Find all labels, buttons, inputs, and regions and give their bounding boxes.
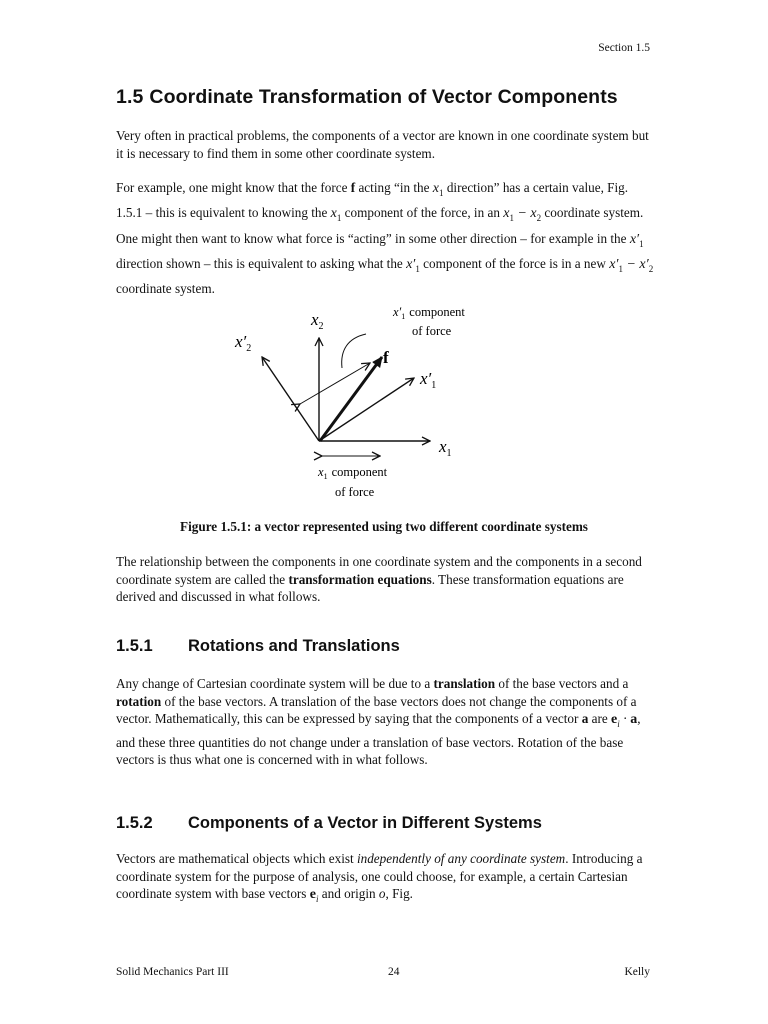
leader-curve xyxy=(342,334,366,368)
section-heading-1-5-2: 1.5.2 Components of a Vector in Different Systems xyxy=(116,814,542,832)
label-x1: $x_1$ xyxy=(439,437,452,459)
paragraph-relationship: The relationship between the components in one coordinate system and the components in a second coordinate system are called the transformation equations. These transformation equations are derived and discussed in what follows. xyxy=(116,554,642,605)
paragraph-rotations: Any change of Cartesian coordinate system will be due to a translation of the base vectors and a rotation of the base vectors. A translation of the base vectors does not change the components of a vector. Mathematically, this can be expressed by saying that the components of a vector a are $e_i \cdot a$, and these three quantities do not change under a translation of base vectors. Rotation of the base vectors is thus what one is concerned with in what follows. xyxy=(116,676,641,768)
section-heading-1-5-1: 1.5.1 Rotations and Translations xyxy=(116,637,400,655)
footer-right: Kelly xyxy=(624,966,650,978)
footer-left: Solid Mechanics Part III xyxy=(116,966,229,978)
x1-prime-component-arrow xyxy=(300,363,370,404)
force-vector xyxy=(320,357,382,441)
title-number: 1.5 xyxy=(116,86,144,108)
force-symbol: f xyxy=(350,180,356,195)
figure-caption: Figure 1.5.1: a vector represented using two different coordinate systems xyxy=(180,519,588,534)
x1-prime-component-label: $x'_1$ component xyxy=(393,305,465,321)
label-x2-prime: $x'_2$ xyxy=(235,332,252,354)
footer-page-number: 24 xyxy=(388,966,400,978)
label-x2: $x_2$ xyxy=(311,310,324,332)
x1-prime-component-label-2: of force xyxy=(412,324,452,338)
section-tag: Section 1.5 xyxy=(598,42,650,54)
label-x1-prime: $x'_1$ xyxy=(420,369,437,391)
paragraph-intro: Very often in practical problems, the components of a vector are known in one coordinate system but it is necessary to find them in some other coordinate system. xyxy=(116,128,649,161)
x1-prime-axis xyxy=(319,378,414,441)
label-f: f xyxy=(383,348,389,367)
x1-component-label: $x_1$ component xyxy=(318,465,388,481)
x1-component-label-2: of force xyxy=(335,485,375,499)
x2-prime-axis xyxy=(262,357,319,441)
paragraph-vectors: Vectors are mathematical objects which exist independently of any coordinate system. Introducing a coordinate system for the purpose of analysis, one could choose, for example, a certain Cartesian coordinate system with base vectors $e_i$ and origin o, Fig. xyxy=(116,851,643,904)
title-text: Coordinate Transformation of Vector Components xyxy=(149,86,618,108)
paragraph-example: For example, one might know that the force f acting “in the $x_1$ direction” has a certain value, Fig. 1.5.1 – this is equivalent to knowing the $x_1$ component of the force, in an $x_1 - x_2$ coordinate system. One might then want to know what force is “acting” in some other direction – for example in the $x'_1$ direction shown – this is equivalent to asking what the $x'_1$ component of the force is in a new $x'_1 - x'_2$ coordinate system. xyxy=(116,180,654,297)
